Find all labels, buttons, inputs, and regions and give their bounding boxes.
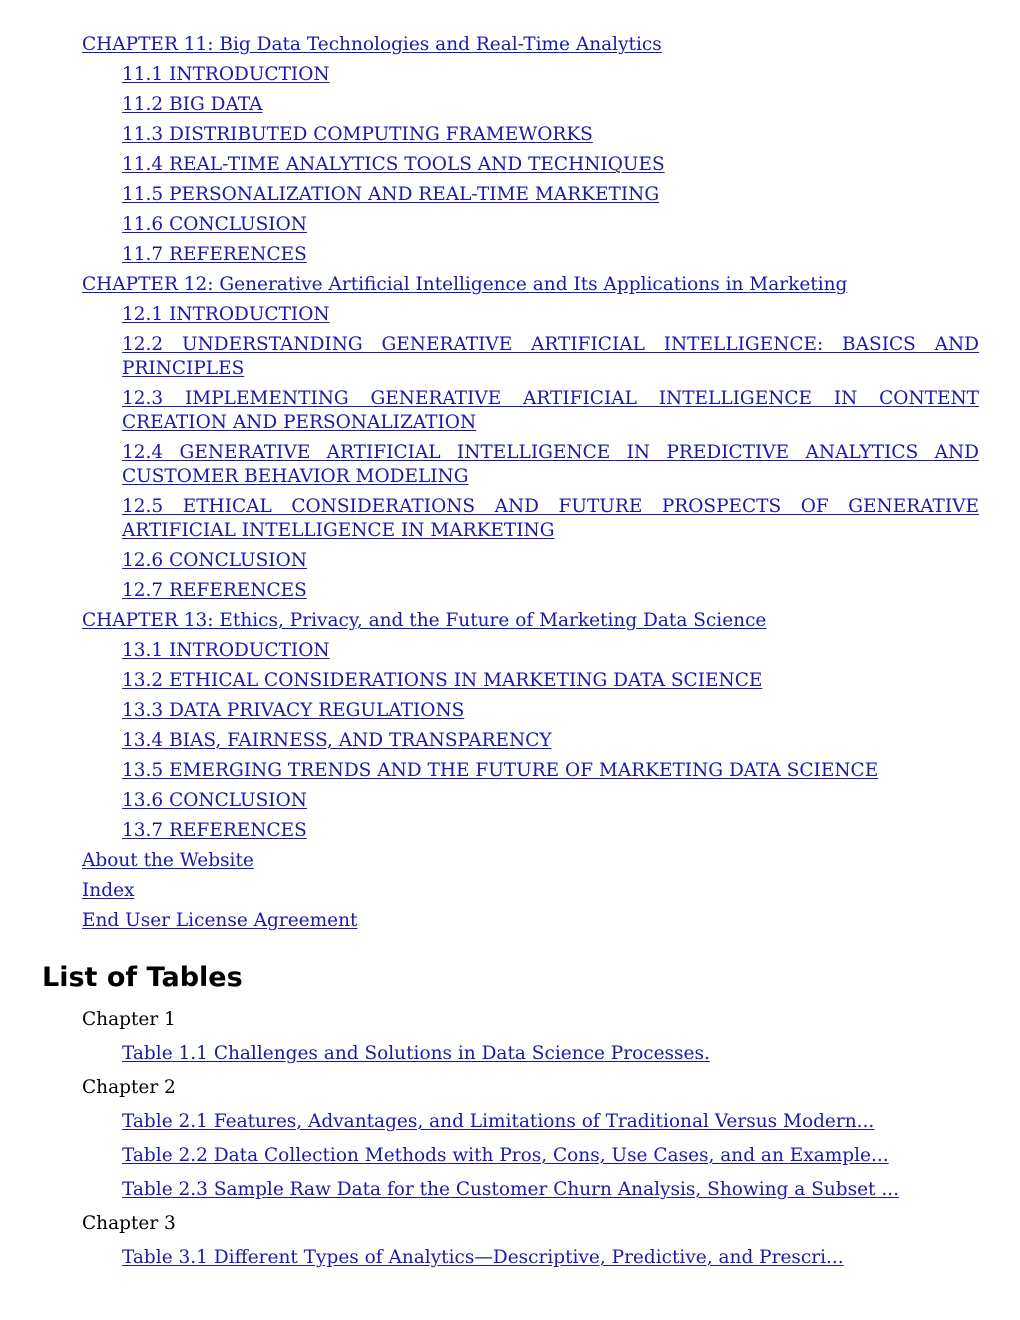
toc-chapter-13-link[interactable]: CHAPTER 13: Ethics, Privacy, and the Future of Marketing Data Science [82, 610, 767, 631]
chapter-2-label: Chapter 2 [82, 1077, 176, 1098]
toc-section-11-2-link[interactable]: 11.2 BIG DATA [122, 94, 263, 115]
toc-section-13-1-link[interactable]: 13.1 INTRODUCTION [122, 640, 330, 661]
table-3-1-link[interactable]: Table 3.1 Different Types of Analytics—Descriptive, Predictive, and Prescri... [122, 1247, 844, 1268]
toc-section-12-5-link[interactable]: 12.5 ETHICAL CONSIDERATIONS AND FUTURE PROSPECTS OF GENERATIVE ARTIFICIAL INTELLIGENCE IN MARKETING [122, 496, 979, 541]
toc-section-13-5-link[interactable]: 13.5 EMERGING TRENDS AND THE FUTURE OF MARKETING DATA SCIENCE [122, 760, 879, 781]
toc-section-11-3-link[interactable]: 11.3 DISTRIBUTED COMPUTING FRAMEWORKS [122, 124, 593, 145]
toc-section-11-1-link[interactable]: 11.1 INTRODUCTION [122, 64, 330, 85]
toc-about-website-link[interactable]: About the Website [82, 850, 254, 871]
toc-section-11-5-link[interactable]: 11.5 PERSONALIZATION AND REAL-TIME MARKETING [122, 184, 660, 205]
toc-section-12-6-link[interactable]: 12.6 CONCLUSION [122, 550, 307, 571]
toc-section-13-3-link[interactable]: 13.3 DATA PRIVACY REGULATIONS [122, 700, 465, 721]
toc-chapter-12-link[interactable]: CHAPTER 12: Generative Artificial Intelligence and Its Applications in Marketing [82, 274, 848, 295]
toc-section-12-1-link[interactable]: 12.1 INTRODUCTION [122, 304, 330, 325]
list-of-tables-heading: List of Tables [42, 962, 243, 993]
toc-section-13-6-link[interactable]: 13.6 CONCLUSION [122, 790, 307, 811]
toc-section-11-7-link[interactable]: 11.7 REFERENCES [122, 244, 307, 265]
list-of-tables-section [0, 962, 1020, 1270]
table-2-2-link[interactable]: Table 2.2 Data Collection Methods with Pros, Cons, Use Cases, and an Example... [122, 1145, 889, 1166]
chapter-1-label: Chapter 1 [82, 1009, 176, 1030]
toc-section-12-4-link[interactable]: 12.4 GENERATIVE ARTIFICIAL INTELLIGENCE IN PREDICTIVE ANALYTICS AND CUSTOMER BEHAVIOR MODELING [122, 442, 979, 487]
toc-section-13-2-link[interactable]: 13.2 ETHICAL CONSIDERATIONS IN MARKETING DATA SCIENCE [122, 670, 763, 691]
chapter-3-label: Chapter 3 [82, 1213, 176, 1234]
toc-section-12-2-link[interactable]: 12.2 UNDERSTANDING GENERATIVE ARTIFICIAL INTELLIGENCE: BASICS AND PRINCIPLES [122, 334, 979, 379]
table-1-1-link[interactable]: Table 1.1 Challenges and Solutions in Data Science Processes. [122, 1043, 710, 1064]
toc-section-13-4-link[interactable]: 13.4 BIAS, FAIRNESS, AND TRANSPARENCY [122, 730, 552, 751]
toc-index-link[interactable]: Index [82, 880, 135, 901]
toc-section-11-6-link[interactable]: 11.6 CONCLUSION [122, 214, 307, 235]
toc-chapter-11-link[interactable]: CHAPTER 11: Big Data Technologies and Real-Time Analytics [82, 34, 662, 55]
toc-eula-link[interactable]: End User License Agreement [82, 910, 358, 931]
toc-section-11-4-link[interactable]: 11.4 REAL-TIME ANALYTICS TOOLS AND TECHNIQUES [122, 154, 665, 175]
toc-section-12-7-link[interactable]: 12.7 REFERENCES [122, 580, 307, 601]
toc-section-12-3-link[interactable]: 12.3 IMPLEMENTING GENERATIVE ARTIFICIAL INTELLIGENCE IN CONTENT CREATION AND PERSONALIZATION [122, 388, 979, 433]
toc-section-13-7-link[interactable]: 13.7 REFERENCES [122, 820, 307, 841]
table-2-3-link[interactable]: Table 2.3 Sample Raw Data for the Customer Churn Analysis, Showing a Subset ... [122, 1179, 900, 1200]
table-2-1-link[interactable]: Table 2.1 Features, Advantages, and Limitations of Traditional Versus Modern... [122, 1111, 875, 1132]
